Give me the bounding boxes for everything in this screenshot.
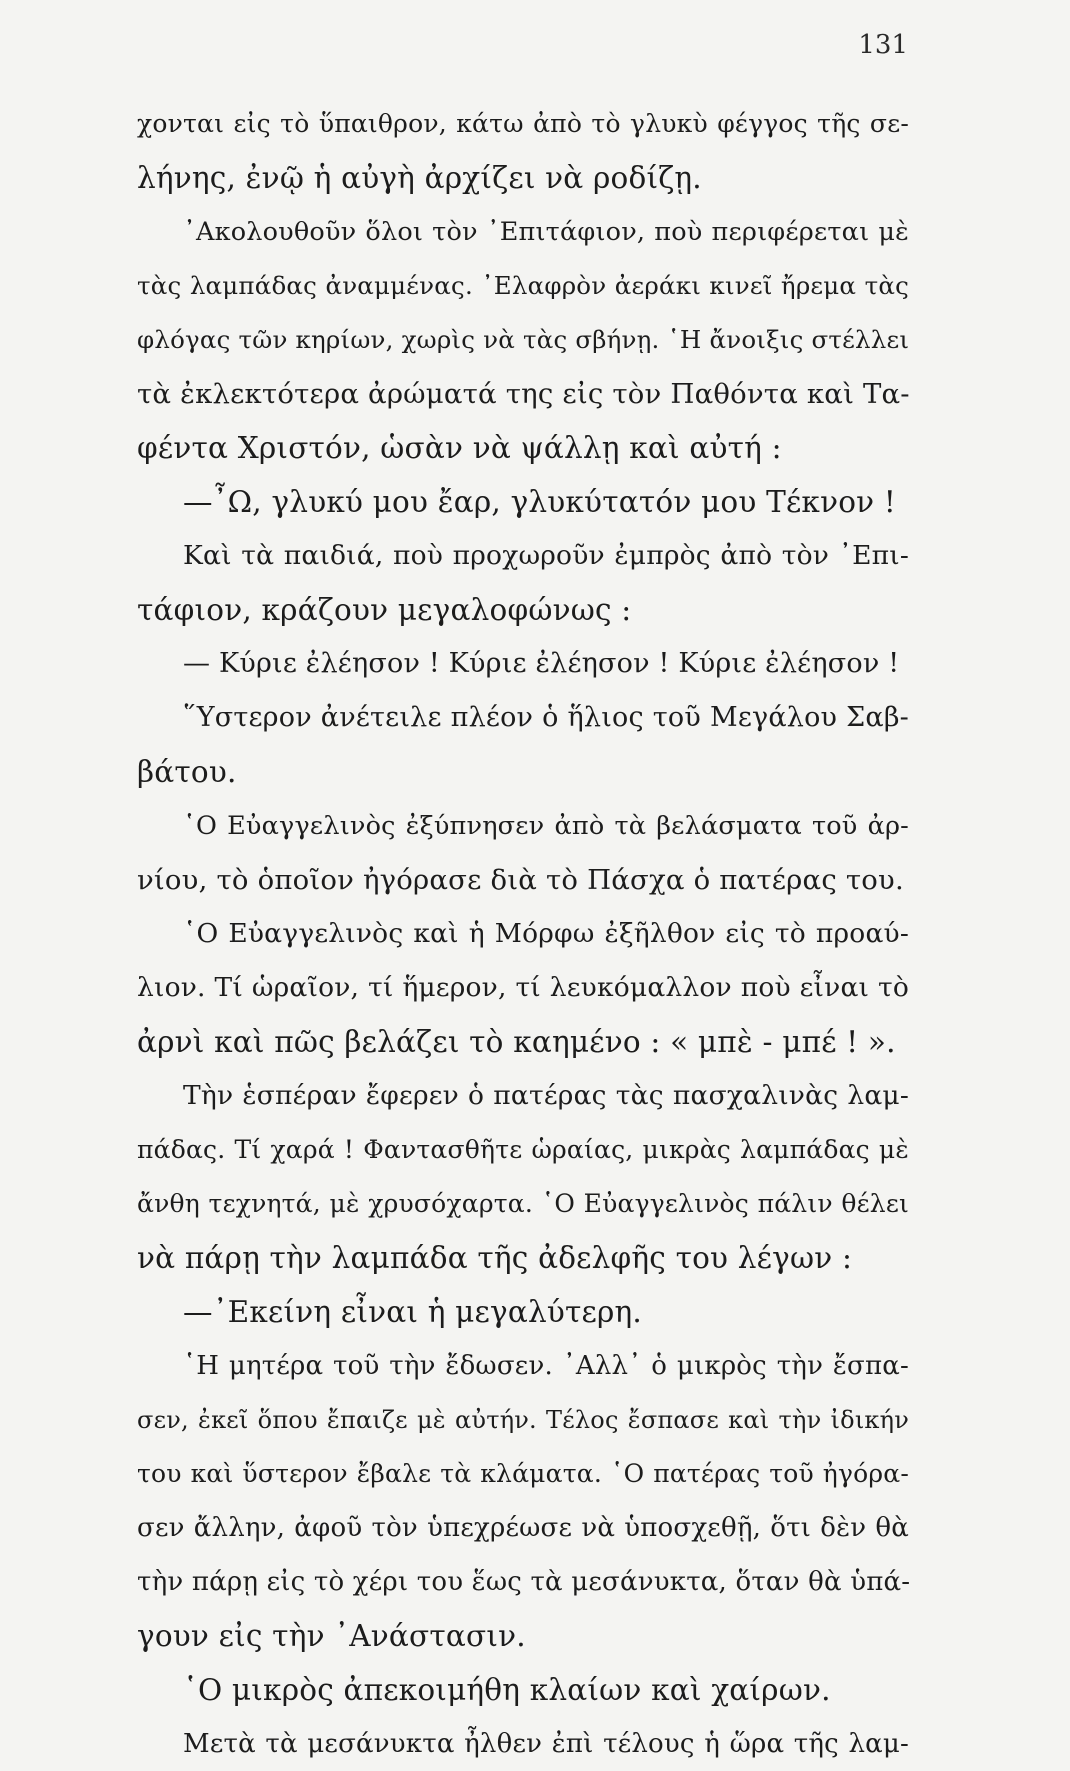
- text-line: του καὶ ὕστερον ἔβαλε τὰ κλάματα. ῾Ο πατέρας τοῦ ἠγόρα-: [137, 1459, 909, 1488]
- body-text: [137, 97, 909, 1771]
- text-line: ῾Η μητέρα τοῦ τὴν ἔδωσεν. ᾿Αλλ᾿ ὁ μικρὸς τὴν ἔσπα-: [183, 1351, 909, 1381]
- text-line: βάτου.: [137, 755, 237, 789]
- text-line: νίου, τὸ ὁποῖον ἠγόρασε διὰ τὸ Πάσχα ὁ πατέρας του.: [137, 864, 904, 896]
- text-line: σεν, ἐκεῖ ὅπου ἔπαιζε μὲ αὐτήν. Τέλος ἔσπασε καὶ τὴν ἰδικήν: [137, 1406, 909, 1434]
- text-line: τὰς λαμπάδας ἀναμμένας. ᾿Ελαφρὸν ἀεράκι κινεῖ ἤρεμα τὰς: [137, 271, 909, 300]
- text-line: Μετὰ τὰ μεσάνυκτα ἦλθεν ἐπὶ τέλους ἡ ὥρα τῆς λαμ-: [183, 1729, 909, 1759]
- text-line: Τὴν ἑσπέραν ἔφερεν ὁ πατέρας τὰς πασχαλινὰς λαμ-: [183, 1080, 909, 1111]
- text-line: φλόγας τῶν κηρίων, χωρὶς νὰ τὰς σβήνῃ. ῾Η ἄνοιξις στέλλει: [137, 325, 910, 354]
- text-line: τάφιον, κράζουν μεγαλοφώνως :: [137, 593, 632, 627]
- text-line: γουν εἰς τὴν ᾿Ανάστασιν.: [137, 1619, 526, 1653]
- text-line: ῾Ο μικρὸς ἀπεκοιμήθη κλαίων καὶ χαίρων.: [183, 1673, 831, 1707]
- text-line: ἄνθη τεχνητά, μὲ χρυσόχαρτα. ῾Ο Εὐαγγελινὸς πάλιν θέλει: [137, 1189, 909, 1218]
- text-line: λήνης, ἐνῷ ἡ αὐγὴ ἀρχίζει νὰ ροδίζῃ.: [137, 161, 702, 195]
- text-line: τὴν πάρῃ εἰς τὸ χέρι του ἕως τὰ μεσάνυκτα, ὅταν θὰ ὑπά-: [137, 1567, 911, 1597]
- text-line: ῞Υστερον ἀνέτειλε πλέον ὁ ἥλιος τοῦ Μεγάλου Σαβ-: [183, 702, 909, 733]
- text-line: πάδας. Τί χαρά ! Φαντασθῆτε ὡραίας, μικρὰς λαμπάδας μὲ: [137, 1135, 909, 1164]
- text-line: ᾿Ακολουθοῦν ὅλοι τὸν ᾿Επιτάφιον, ποὺ περιφέρεται μὲ: [183, 217, 909, 247]
- page-number: 131: [858, 30, 908, 60]
- text-line: φέντα Χριστόν, ὡσὰν νὰ ψάλλῃ καὶ αὐτή :: [137, 431, 782, 465]
- text-line: Καὶ τὰ παιδιά, ποὺ προχωροῦν ἐμπρὸς ἀπὸ τὸν ᾿Επι-: [183, 540, 909, 571]
- text-line: τὰ ἐκλεκτότερα ἀρώματά της εἰς τὸν Παθόντα καὶ Τα-: [137, 378, 910, 410]
- text-line: —᾿Εκείνη εἶναι ἡ μεγαλύτερη.: [183, 1295, 642, 1329]
- text-line: ῾Ο Εὐαγγελινὸς ἐξύπνησεν ἀπὸ τὰ βελάσματα τοῦ ἀρ-: [183, 811, 909, 841]
- text-line: σεν ἄλλην, ἀφοῦ τὸν ὑπεχρέωσε νὰ ὑποσχεθῇ, ὅτι δὲν θὰ: [137, 1513, 909, 1543]
- text-line: ῾Ο Εὐαγγελινὸς καὶ ἡ Μόρφω ἐξῆλθον εἰς τὸ προαύ-: [183, 918, 909, 949]
- text-line: χονται εἰς τὸ ὕπαιθρον, κάτω ἀπὸ τὸ γλυκὺ φέγγος τῆς σε-: [137, 109, 909, 138]
- text-line: λιον. Τί ὡραῖον, τί ἥμερον, τί λευκόμαλλον ποὺ εἶναι τὸ: [137, 972, 909, 1003]
- text-line: —῏Ω, γλυκύ μου ἔαρ, γλυκύτατόν μου Τέκνον !: [183, 485, 896, 519]
- text-line: νὰ πάρῃ τὴν λαμπάδα τῆς ἀδελφῆς του λέγων :: [137, 1241, 853, 1275]
- text-line: — Κύριε ἐλέησον ! Κύριε ἐλέησον ! Κύριε ἐλέησον !: [183, 648, 900, 679]
- text-line: ἀρνὶ καὶ πῶς βελάζει τὸ καημένο : « μπὲ - μπέ ! ».: [137, 1025, 896, 1059]
